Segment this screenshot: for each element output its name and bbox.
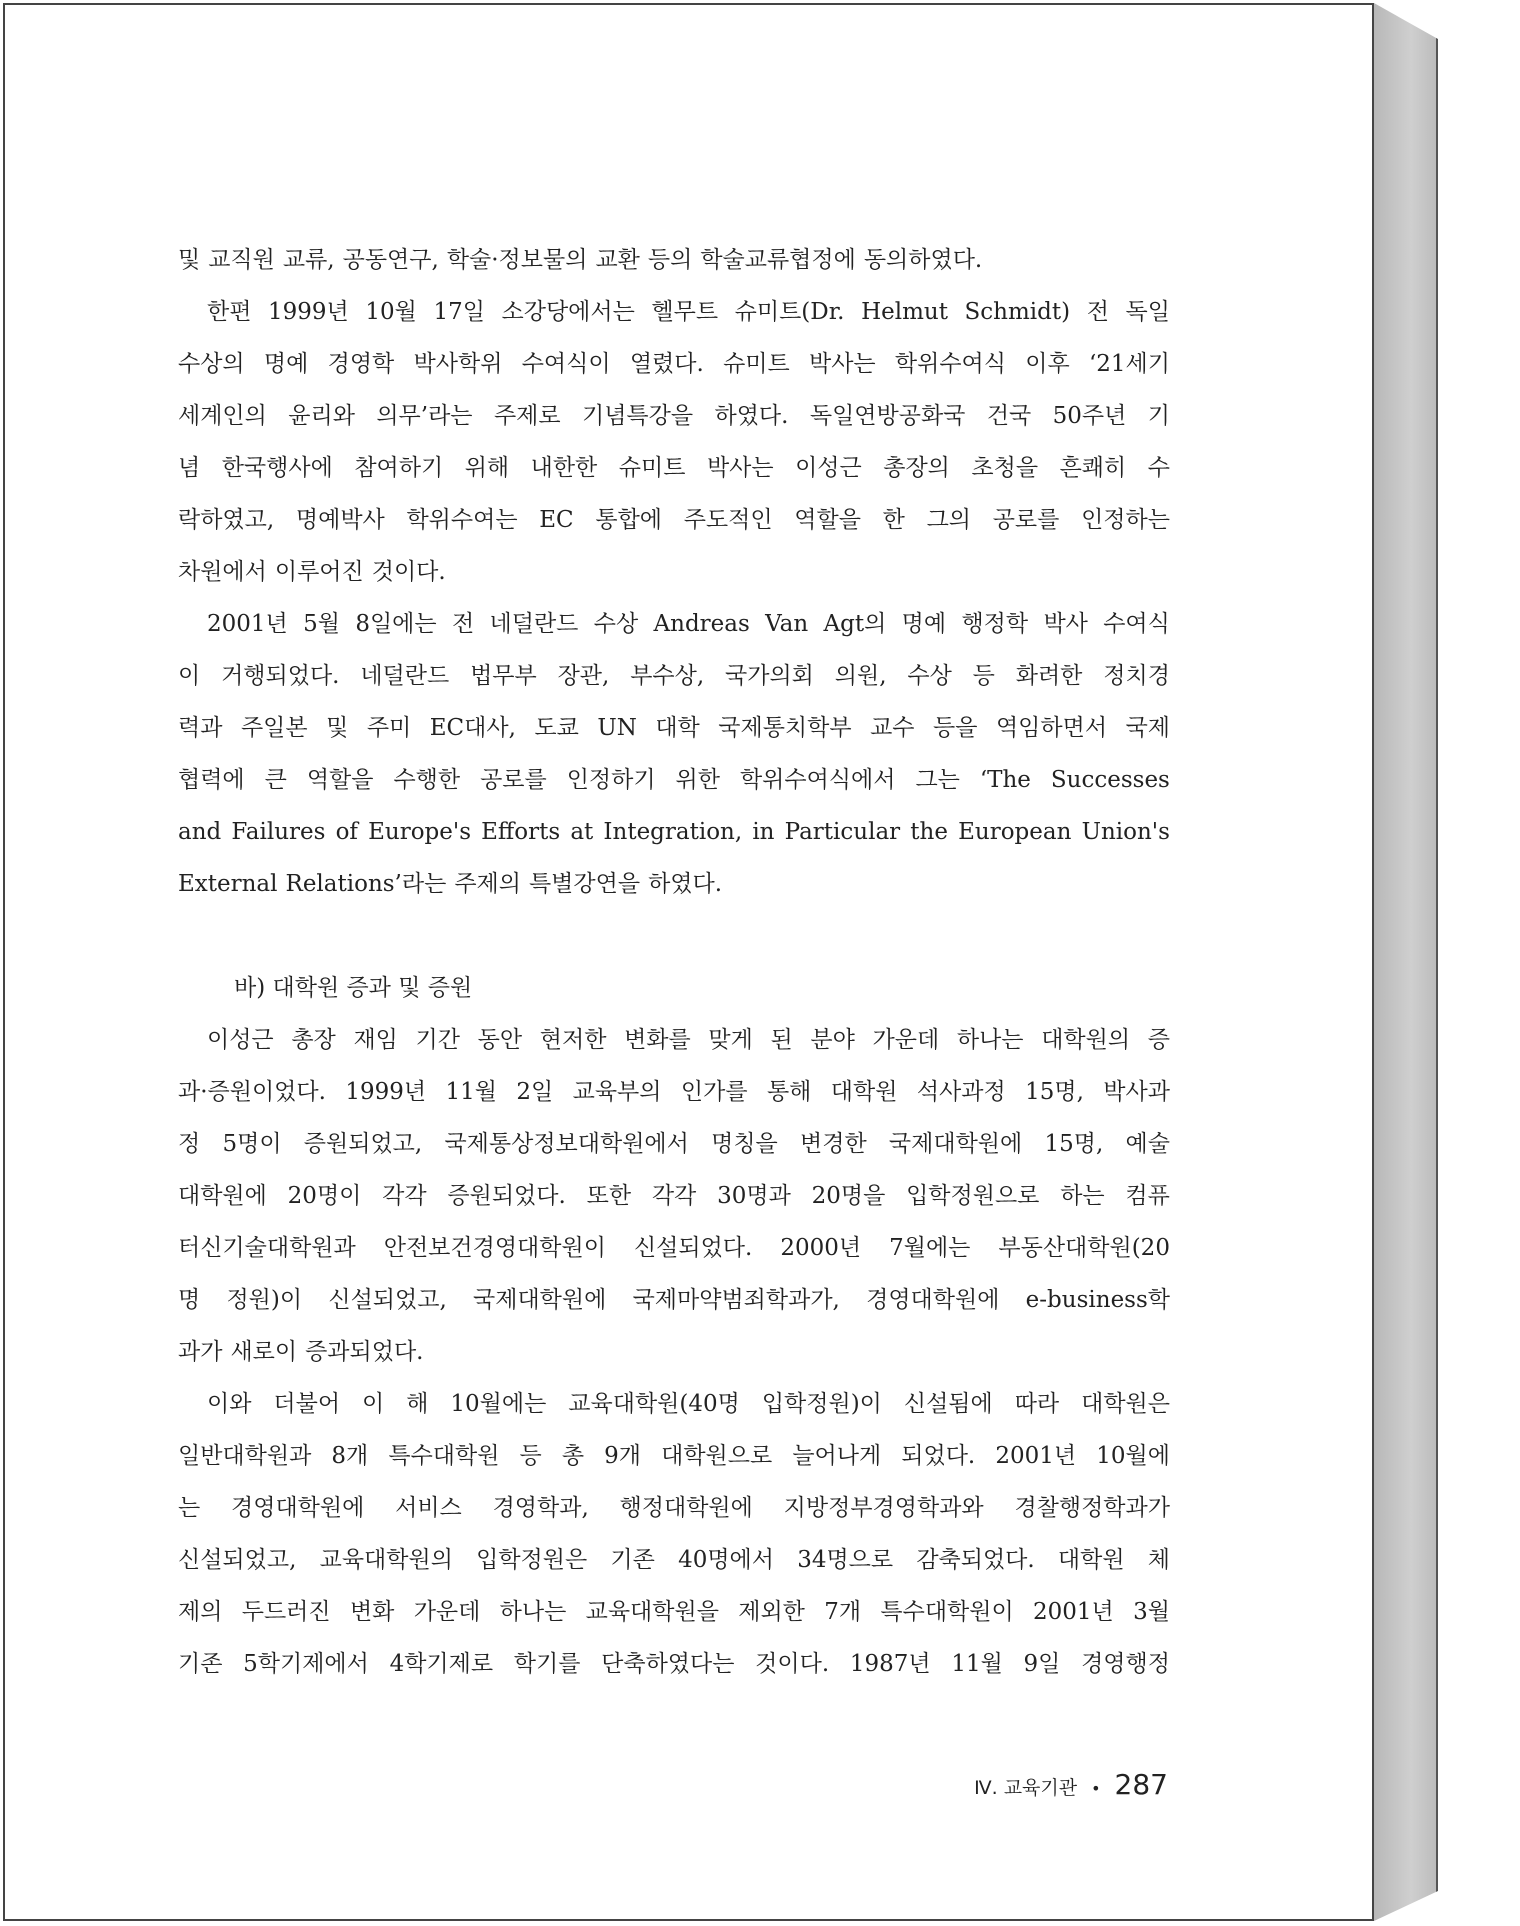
paragraph-group-2: [178, 1014, 1170, 1690]
text-line: 정 5명이 증원되었고, 국제통상정보대학원에서 명칭을 변경한 국제대학원에 15명, 예술: [178, 1131, 1170, 1157]
text-line: 한편 1999년 10월 17일 소강당에서는 헬무트 슈미트(Dr. Helmut Schmidt) 전 독일: [207, 299, 1170, 325]
text-line: 일반대학원과 8개 특수대학원 등 총 9개 대학원으로 늘어나게 되었다. 2001년 10월에: [178, 1443, 1170, 1469]
section-heading: 바) 대학원 증과 및 증원: [234, 975, 473, 1001]
text-line: 수상의 명예 경영학 박사학위 수여식이 열렸다. 슈미트 박사는 학위수여식 이후 ‘21세기: [178, 351, 1170, 377]
text-line: 명 정원)이 신설되었고, 국제대학원에 국제마약범죄학과가, 경영대학원에 e-business학: [178, 1287, 1170, 1313]
text-line: 세계인의 윤리와 의무’라는 주제로 기념특강을 하였다. 독일연방공화국 건국 50주년 기: [178, 403, 1170, 429]
text-line: 이와 더불어 이 해 10월에는 교육대학원(40명 입학정원)이 신설됨에 따라 대학원은: [207, 1391, 1170, 1417]
text-line: 2001년 5월 8일에는 전 네덜란드 수상 Andreas Van Agt의 명예 행정학 박사 수여식: [207, 611, 1170, 637]
text-line: 신설되었고, 교육대학원의 입학정원은 기존 40명에서 34명으로 감축되었다. 대학원 체: [178, 1547, 1170, 1573]
text-line: 대학원에 20명이 각각 증원되었다. 또한 각각 30명과 20명을 입학정원으로 하는 컴퓨: [178, 1183, 1170, 1209]
chapter-label: Ⅳ. 교육기관: [974, 1777, 1078, 1799]
text-line: 및 교직원 교류, 공동연구, 학술·정보물의 교환 등의 학술교류협정에 동의하였다.: [178, 247, 983, 273]
text-line: 념 한국행사에 참여하기 위해 내한한 슈미트 박사는 이성근 총장의 초청을 흔쾌히 수: [178, 455, 1170, 481]
text-line: and Failures of Europe's Efforts at Integration, in Particular the European Union's: [178, 819, 1170, 845]
bullet-icon: •: [1091, 1779, 1101, 1798]
text-line: 제의 두드러진 변화 가운데 하나는 교육대학원을 제외한 7개 특수대학원이 2001년 3월: [178, 1599, 1170, 1625]
text-line: 터신기술대학원과 안전보건경영대학원이 신설되었다. 2000년 7월에는 부동산대학원(20: [178, 1235, 1170, 1261]
text-line: 는 경영대학원에 서비스 경영학과, 행정대학원에 지방정부경영학과와 경찰행정학과가: [178, 1495, 1170, 1521]
page-number: 287: [1114, 1768, 1168, 1801]
text-line: 협력에 큰 역할을 수행한 공로를 인정하기 위한 학위수여식에서 그는 ‘The Successes: [178, 767, 1170, 793]
page-footer: [974, 1768, 1168, 1801]
text-line: 과가 새로이 증과되었다.: [178, 1339, 424, 1365]
body-text: [178, 234, 1170, 1690]
text-line: 과·증원이었다. 1999년 11월 2일 교육부의 인가를 통해 대학원 석사과정 15명, 박사과: [178, 1079, 1170, 1105]
paragraph-group-1: [178, 234, 1170, 910]
text-line: External Relations’라는 주제의 특별강연을 하였다.: [178, 871, 723, 897]
page-stack-edge: [1374, 3, 1438, 1921]
text-line: 락하였고, 명예박사 학위수여는 EC 통합에 주도적인 역할을 한 그의 공로를 인정하는: [178, 507, 1170, 533]
text-line: 이 거행되었다. 네덜란드 법무부 장관, 부수상, 국가의회 의원, 수상 등 화려한 정치경: [178, 663, 1170, 689]
text-line: 차원에서 이루어진 것이다.: [178, 559, 446, 585]
text-line: 이성근 총장 재임 기간 동안 현저한 변화를 맞게 된 분야 가운데 하나는 대학원의 증: [207, 1027, 1170, 1053]
text-line: 력과 주일본 및 주미 EC대사, 도쿄 UN 대학 국제통치학부 교수 등을 역임하면서 국제: [178, 715, 1170, 741]
text-line: 기존 5학기제에서 4학기제로 학기를 단축하였다는 것이다. 1987년 11월 9일 경영행정: [178, 1651, 1170, 1677]
